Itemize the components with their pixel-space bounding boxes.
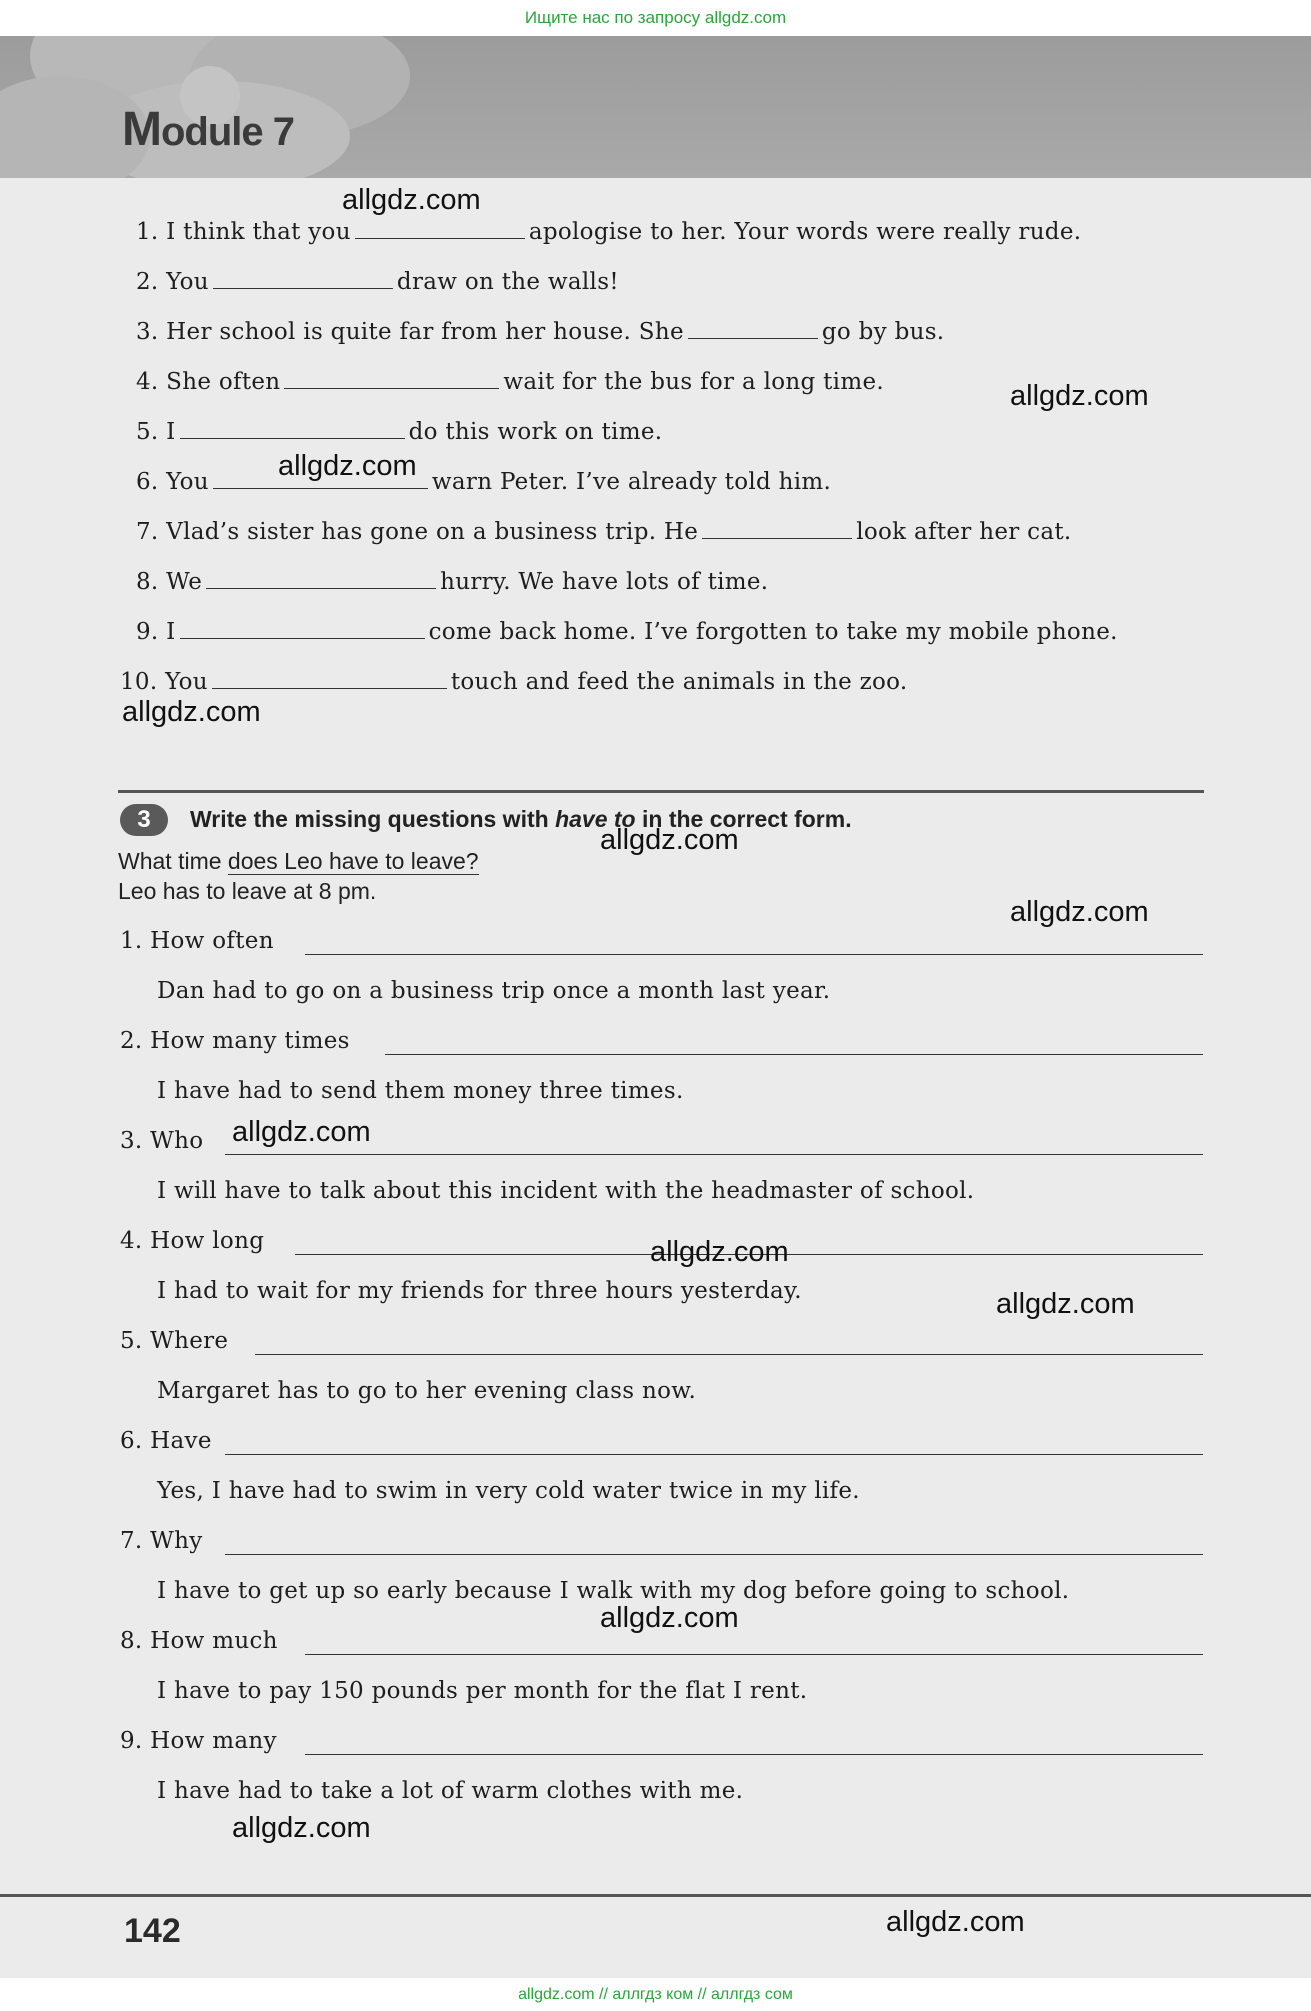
exercise-number-badge: 3: [120, 804, 168, 836]
example-answer: Leo has to leave at 8 pm.: [118, 878, 377, 904]
list-item: 4. She often wait for the bus for a long time.: [136, 369, 884, 395]
watermark: allgdz.com: [232, 1812, 371, 1844]
answer-line[interactable]: [305, 1654, 1203, 1655]
watermark: allgdz.com: [232, 1116, 371, 1148]
answer-line[interactable]: [255, 1354, 1203, 1355]
watermark: allgdz.com: [1010, 896, 1149, 928]
question-prompt: 5. Where: [120, 1328, 229, 1354]
watermark: allgdz.com: [342, 184, 481, 216]
example-question: What time does Leo have to leave?: [118, 848, 479, 874]
textbook-page: [0, 36, 1311, 1978]
answer-sentence: I have had to send them money three times.: [157, 1078, 684, 1104]
answer-sentence: I have to pay 150 pounds per month for the flat I rent.: [157, 1678, 808, 1704]
module-title: Module 7: [122, 103, 295, 156]
exercise-instruction: Write the missing questions with have to in the correct form.: [190, 806, 852, 832]
list-item: 7. Vlad’s sister has gone on a business trip. He look after her cat.: [136, 519, 1072, 545]
answer-sentence: I have had to take a lot of warm clothes with me.: [157, 1778, 744, 1804]
watermark: allgdz.com: [996, 1288, 1135, 1320]
list-item: 6. You warn Peter. I’ve already told him.: [136, 469, 832, 495]
page-number: 142: [124, 1912, 181, 1950]
question-prompt: 6. Have: [120, 1428, 212, 1454]
watermark: allgdz.com: [600, 1602, 739, 1634]
watermark: allgdz.com: [600, 824, 739, 856]
answer-blank[interactable]: [180, 418, 405, 439]
answer-line[interactable]: [225, 1554, 1203, 1555]
module-header: [0, 36, 1311, 178]
answer-line[interactable]: [385, 1054, 1203, 1055]
watermark: allgdz.com: [122, 696, 261, 728]
answer-blank[interactable]: [688, 318, 818, 339]
list-item: 1. I think that you apologise to her. Your words were really rude.: [136, 219, 1082, 245]
answer-blank[interactable]: [206, 568, 436, 589]
answer-sentence: I will have to talk about this incident with the headmaster of school.: [157, 1178, 975, 1204]
list-item: 3. Her school is quite far from her house. She go by bus.: [136, 319, 945, 345]
answer-sentence: Dan had to go on a business trip once a month last year.: [157, 978, 831, 1004]
list-item: 10. You touch and feed the animals in the zoo.: [120, 669, 908, 695]
answer-line[interactable]: [305, 1754, 1203, 1755]
top-banner: Ищите нас по запросу allgdz.com: [0, 0, 1311, 36]
answer-blank[interactable]: [180, 618, 425, 639]
answer-blank[interactable]: [355, 218, 525, 239]
answer-line[interactable]: [225, 1454, 1203, 1455]
answer-sentence: I had to wait for my friends for three hours yesterday.: [157, 1278, 802, 1304]
list-item: 9. I come back home. I’ve forgotten to take my mobile phone.: [136, 619, 1118, 645]
answer-blank[interactable]: [213, 268, 393, 289]
answer-blank[interactable]: [702, 518, 852, 539]
question-prompt: 8. How much: [120, 1628, 278, 1654]
watermark: allgdz.com: [1010, 380, 1149, 412]
bottom-banner: allgdz.com // аллгдз ком // аллгдз сом: [0, 1978, 1311, 2011]
list-item: 5. I do this work on time.: [136, 419, 663, 445]
answer-line[interactable]: [305, 954, 1203, 955]
answer-sentence: Margaret has to go to her evening class now.: [157, 1378, 697, 1404]
answer-blank[interactable]: [212, 668, 447, 689]
list-item: 8. We hurry. We have lots of time.: [136, 569, 769, 595]
footer-divider: [0, 1894, 1311, 1897]
section-divider: [118, 790, 1204, 793]
question-prompt: 9. How many: [120, 1728, 277, 1754]
question-prompt: 1. How often: [120, 928, 274, 954]
watermark: allgdz.com: [886, 1906, 1025, 1938]
question-prompt: 2. How many times: [120, 1028, 350, 1054]
watermark: allgdz.com: [650, 1236, 789, 1268]
answer-line[interactable]: [225, 1154, 1203, 1155]
answer-sentence: I have to get up so early because I walk with my dog before going to school.: [157, 1578, 1070, 1604]
question-prompt: 7. Why: [120, 1528, 203, 1554]
watermark: allgdz.com: [278, 450, 417, 482]
list-item: 2. You draw on the walls!: [136, 269, 619, 295]
question-prompt: 3. Who: [120, 1128, 204, 1154]
question-prompt: 4. How long: [120, 1228, 265, 1254]
answer-blank[interactable]: [284, 368, 499, 389]
answer-sentence: Yes, I have had to swim in very cold water twice in my life.: [157, 1478, 860, 1504]
